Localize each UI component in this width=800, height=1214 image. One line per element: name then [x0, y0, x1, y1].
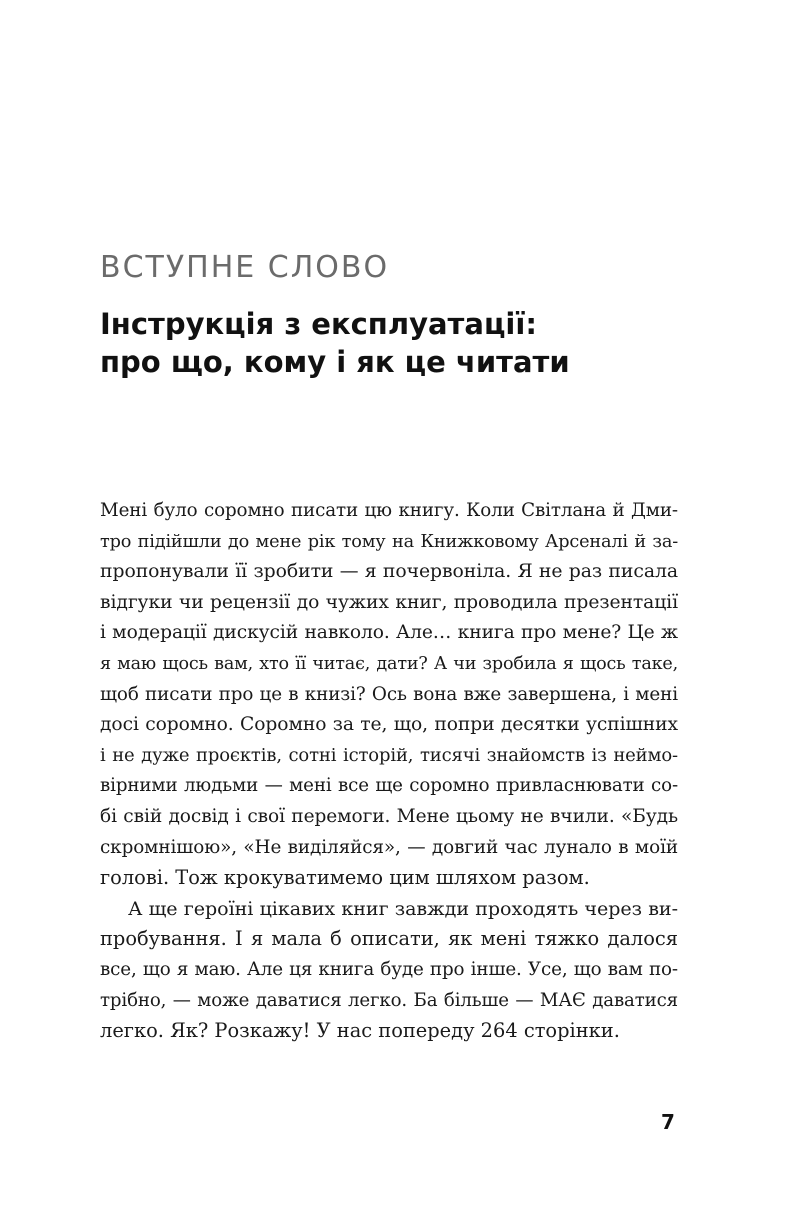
body-text — [100, 496, 678, 1047]
chapter-title-line: про що, кому і як це читати — [100, 345, 570, 379]
chapter-title-line: Інструкція з експлуатації: — [100, 307, 537, 341]
text-line: голові. Тож крокуватимемо цим шляхом разом. — [100, 866, 590, 890]
text-line: трібно, — може даватися легко. Ба більше — МАЄ даватися — [100, 989, 678, 1011]
text-line: і не дуже проєктів, сотні історій, тисячі знайомств із неймо- — [100, 744, 678, 766]
paragraph — [100, 894, 678, 1047]
chapter-title — [100, 305, 700, 381]
text-line: тро підійшли до мене рік тому на Книжковому Арсеналі й за- — [100, 531, 678, 552]
page-number: 7 — [661, 1110, 675, 1134]
text-line: А ще героїні цікавих книг завжди проходять через ви- — [128, 897, 678, 920]
section-label: ВСТУПНЕ СЛОВО — [100, 250, 390, 285]
text-line: Мені було соромно писати цю книгу. Коли Світлана й Дми- — [100, 500, 678, 521]
text-line: бі свій досвід і свої перемоги. Мене цьому не вчили. «Будь — [100, 805, 678, 827]
text-line: я маю щось вам, хто її читає, дати? А чи зробила я щось таке, — [100, 653, 678, 674]
text-line: вірними людьми — мені все ще соромно привласнювати со- — [100, 775, 678, 797]
text-line: пробування. І я мала б описати, як мені тяжко далося — [100, 927, 678, 951]
text-line: скромнішою», «Не виділяйся», — довгий час лунало в моїй — [100, 836, 678, 858]
text-line: і модерації дискусій навколо. Але… книга про мене? Це ж — [100, 622, 678, 644]
text-line: відгуки чи рецензії до чужих книг, проводила презентації — [100, 591, 678, 613]
paragraph — [100, 496, 678, 894]
text-line: легко. Як? Розкажу! У нас попереду 264 сторінки. — [100, 1019, 620, 1043]
text-line: пропонували її зробити — я почервоніла. Я не раз писала — [100, 561, 678, 583]
text-line: щоб писати про це в книзі? Ось вона вже завершена, і мені — [100, 683, 678, 705]
text-line: все, що я маю. Але ця книга буде про інше. Усе, що вам по- — [100, 958, 678, 980]
text-line: досі соромно. Соромно за те, що, попри десятки успішних — [100, 714, 678, 736]
